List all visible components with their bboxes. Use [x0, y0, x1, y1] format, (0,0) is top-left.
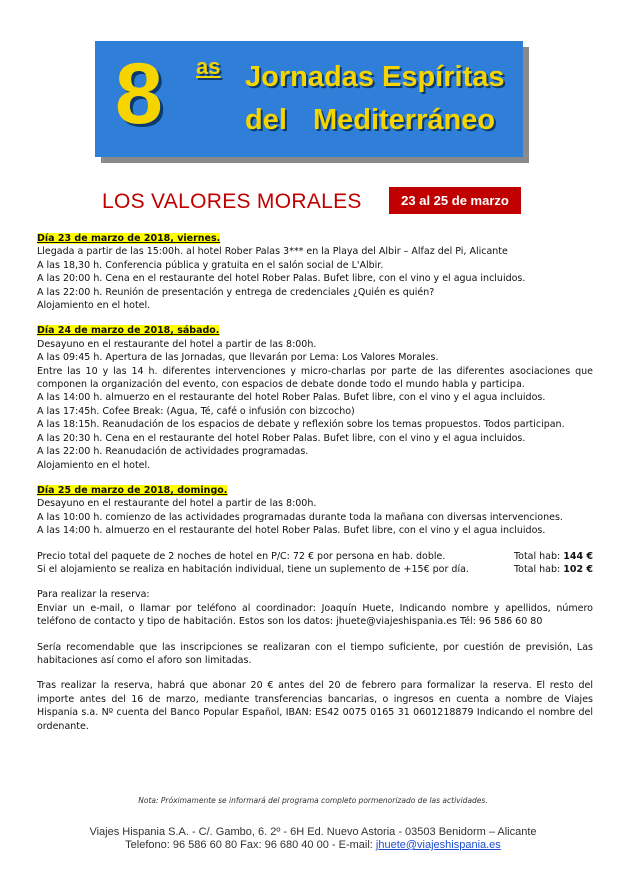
footer-email-link[interactable]: jhuete@viajeshispania.es: [375, 839, 501, 851]
program-body: [37, 232, 593, 733]
price-text: Precio total del paquete de 2 noches de hotel en P/C: 72 € por persona en hab. doble.: [37, 550, 446, 562]
banner-title-line1: Jornadas Espíritas: [245, 61, 505, 93]
program-line: A las 20:00 h. Cena en el restaurante del hotel Rober Palas. Bufet libre, con el vino y el agua incluidos.: [37, 273, 526, 285]
price-total-value: 144 €: [563, 550, 593, 562]
date-badge: 23 al 25 de marzo: [389, 187, 521, 214]
footer-address: Viajes Hispania S.A. - C/. Gambo, 6. 2º - 6H Ed. Nuevo Astoria - 03503 Benidorm – Alicante: [89, 826, 537, 838]
banner-title-line2: del Mediterráneo: [245, 104, 496, 136]
footer-phone: Telefono: 96 586 60 80 Fax: 96 680 40 00 - E-mail:: [125, 839, 376, 851]
price-row: [37, 550, 593, 563]
program-line: A las 18:15h. Reanudación de los espacios de debate y reflexión sobre los temas propuestos. Todos participan.: [37, 419, 565, 431]
program-line: Alojamiento en el hotel.: [37, 459, 151, 471]
day-heading: Día 24 de marzo de 2018, sábado.: [37, 325, 220, 337]
program-line: A las 18,30 h. Conferencia pública y gratuita en el salón social de L'Albir.: [37, 259, 384, 271]
program-line: A las 22:00 h. Reanudación de actividades programadas.: [37, 446, 309, 458]
recommendation-text: Sería recomendable que las inscripciones se realizaran con el tiempo suficiente, por cuestión de previsión, Las habitaciones así como el aforo son limitadas.: [37, 641, 593, 666]
program-line: A las 09:45 h. Apertura de las Jornadas, que llevarán por Lema: Los Valores Morales.: [37, 352, 439, 364]
event-banner: [95, 41, 523, 157]
program-line: A las 17:45h. Cofee Break: (Agua, Té, café o infusión con bizcocho): [37, 405, 355, 417]
banner-number: 8: [115, 46, 163, 142]
program-line: Alojamiento en el hotel.: [37, 300, 151, 312]
day-heading: Día 23 de marzo de 2018, viernes.: [37, 233, 221, 244]
program-line: A las 10:00 h. comienzo de las actividades programadas durante toda la mañana con diversas intervenciones.: [37, 511, 563, 523]
day-heading: Día 25 de marzo de 2018, domingo.: [37, 484, 228, 496]
program-line: Desayuno en el restaurante del hotel a partir de las 8:00h.: [37, 338, 317, 350]
program-line: A las 22:00 h. Reunión de presentación y entrega de credenciales ¿Quién es quién?: [37, 286, 435, 298]
program-line: A las 14:00 h. almuerzo en el restaurante del hotel Rober Palas. Bufet libre, con el vino y el agua incluidos.: [37, 525, 546, 537]
price-total-value: 102 €: [563, 563, 593, 575]
footer: [0, 826, 626, 852]
program-line: Llegada a partir de las 15:00h. al hotel Rober Palas 3*** en la Playa del Albir – Alfaz del Pi, Alicante: [37, 246, 508, 258]
program-line: Desayuno en el restaurante del hotel a partir de las 8:00h.: [37, 498, 317, 510]
footnote: Nota: Próximamente se informará del programa completo pormenorizado de las actividades.: [138, 796, 488, 805]
price-total-label: Total hab:: [513, 563, 561, 575]
price-total-label: Total hab:: [513, 550, 561, 562]
program-line: Entre las 10 y las 14 h. diferentes intervenciones y micro-charlas por parte de las diferentes asociaciones que componen la organización del evento, con espacios de debate donde todo el mundo habla y participa.: [37, 365, 593, 391]
reservation-text: Enviar un e-mail, o llamar por teléfono al coordinador: Joaquín Huete, Indicando nombre y apellidos, número teléfono de contacto y tipo de habitación. Estos son los datos: jhuete@viajeshispania.es Tél: 96 586 60 80: [37, 602, 593, 628]
theme-title: LOS VALORES MORALES: [102, 190, 362, 213]
program-line: A las 20:30 h. Cena en el restaurante del hotel Rober Palas. Bufet libre, con el vino y el agua incluidos.: [37, 432, 526, 444]
reservation-heading: Para realizar la reserva:: [37, 589, 150, 601]
payment-text: Tras realizar la reserva, habrá que abonar 20 € antes del 20 de febrero para formalizar la reserva. El resto del importe antes del 16 de marzo, mediante transferencias bancarias, o ingresos en cuenta a nombre de Viajes Hispania s.a. Nº cuenta del Banco Popular Español, IBAN: ES42 0075 0165 31 0601218879 Indicando el nombre del ordenante.: [37, 680, 593, 732]
price-row: [37, 563, 593, 576]
program-line: A las 14:00 h. almuerzo en el restaurante del hotel Rober Palas. Bufet libre, con el vino y el agua incluidos.: [37, 392, 546, 404]
price-text: Si el alojamiento se realiza en habitación individual, tiene un suplemento de +15€ por día.: [37, 563, 469, 575]
banner-superscript: as: [196, 54, 221, 79]
